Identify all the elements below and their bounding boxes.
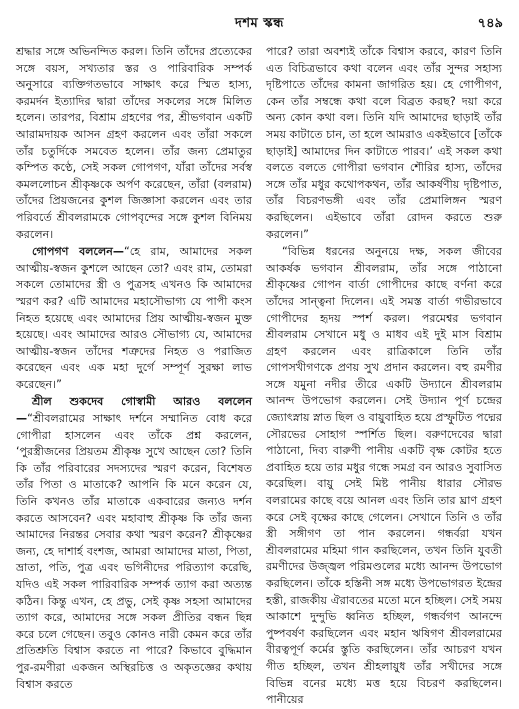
paragraph-body: “হে রাম, আমাদের সকল আত্মীয়-স্বজন কুশলে আছেন তো? এবং রাম, তোমরা সকলে তোমাদের স্ত্রী ও পুত্রসহ এখনও কি আমাদের স্মরণ কর? এটি আমাদের মহাসৌভাগ্য যে পাপী কংস নিহত হয়েছে এবং আমাদের প্রিয় আত্মীয়-স্বজন মুক্ত হয়েছে। এবং আমাদের আরও সৌভাগ্য যে, আমাদের আত্মীয়-স্বজন তাঁদের শত্রুদের নিহত ও পরাজিত করেছেন এবং এক মহা দুর্গে সম্পূর্ণ সুরক্ষা লাভ করেছেন।” [16,245,252,391]
paragraph: পারে? তারা অবশ্যই তাঁকে বিশ্বাস করবে, কারণ তিনি এত বিচিত্রভাবে কথা বলেন এবং তাঁর সুন্দর সহাস্য দৃষ্টিপাতে তাঁদের কামনা জাগরিত হয়। হে গোপীগণ, কেন তাঁর সম্বন্ধে কথা বলে বিব্রত করছ? দয়া করে অন্য কোন কথা বল। তিনি যদি আমাদের ছাড়াই তাঁর সময় কাটাতে চান, তা হলে আমরাও একইভাবে [তাঁকে ছাড়াই] আমাদের দিন কাটাতে পারব।’ এই সকল কথা বলতে বলতে গোপীরা ভগবান শৌরির হাস্য, তাঁদের সঙ্গে তাঁর মধুর কথোপকথন, তাঁর আকর্ষণীয় দৃষ্টিপাত, তাঁর বিচরণভঙ্গী এবং তাঁর প্রেমালিঙ্গন স্মরণ করছিলেন। এইভাবে তাঁরা রোদন করতে শুরু করলেন।” [266,45,502,241]
chapter-title: দশম স্কন্ধ [235,16,284,31]
paragraph: “বিভিন্ন ধরনের অনুনয়ে দক্ষ, সকল জীবের আকর্ষক ভগবান শ্রীবলরাম, তাঁর সঙ্গে পাঠানো শ্রীকৃষ্ণের গোপন বার্তা গোপীদের কাছে বর্ণনা করে তাঁদের সান্ত্বনা দিলেন। এই সমস্ত বার্তা গভীরভাবে গোপীদের হৃদয় স্পর্শ করল। পরমেশ্বর ভগবান শ্রীবলরাম সেখানে মধু ও মাধব এই দুই মাস বিশ্রাম গ্রহণ করলেন এবং রাত্রিকালে তিনি তাঁর গোপসখীগণকে প্রণয় সুখ প্রদান করলেন। বহু রমণীর সঙ্গে যমুনা নদীর তীরে একটি উদ্যানে শ্রীবলরাম আনন্দ উপভোগ করলেন। সেই উদ্যান পূর্ণ চন্দ্রের জ্যোৎস্নায় স্নাত ছিল ও বায়ুবাহিত হয়ে প্রস্ফুটিত পদ্মের সৌরভের সোহাগ স্পর্শিত ছিল। বরুণদেবের দ্বারা পাঠানো, দিব্য বারুণী পানীয় একটি বৃক্ষ কোটর হতে প্রবাহিত হয়ে তার মধুর গন্ধে সমগ্র বন আরও সুবাসিত করেছিল। বায়ু সেই মিষ্ট পানীয় ধারার সৌরভ বলরামের কাছে বয়ে আনল এবং তিনি তার ঘ্রাণ গ্রহণ করে সেই বৃক্ষের কাছে গেলেন। সেখানে তিনি ও তাঁর স্ত্রী সঙ্গীগণ তা পান করলেন। গন্ধর্বরা যখন শ্রীবলরামের মহিমা গান করছিলেন, তখন তিনি যুবতী রমণীদের উজ্জ্বল পরিমণ্ডলের মধ্যে আনন্দ উপভোগ করছিলেন। তাঁকে হস্তিনী সঙ্গ মধ্যে উপভোগরত ইন্দ্রের হস্তী, রাজকীয় ঐরাবতের মতো মনে হচ্ছিল। সেই সময় আকাশে দুন্দুভি ধ্বনিত হচ্ছিল, গন্ধর্বগণ আনন্দে পুষ্পবর্ষণ করছিলেন এবং মহান ঋষিগণ শ্রীবলরামের বীরত্বপূর্ণ কর্মের স্তুতি করছিলেন। তাঁর আচরণ যখন গীত হচ্ছিল, তখন শ্রীহলায়ুধ তাঁর সখীদের সঙ্গে বিভিন্ন বনের মধ্যে মত্ত হয়ে বিচরণ করছিলেন। পানীয়ের [266,245,502,707]
left-column [16,44,252,699]
speaker-label: গোপগণ বললেন— [32,245,124,259]
right-column [266,44,502,707]
paragraph [16,394,252,693]
page-number: ৭৪৯ [477,16,503,31]
speaker-label: শ্রীল শুকদেব গোস্বামী আরও বললেন— [16,395,252,426]
paragraph: শ্রদ্ধার সঙ্গে অভিনন্দিত করল। তিনি তাঁদের প্রত্যেকের সঙ্গে বয়স, সখ্যতার স্তর ও পারিবারিক সম্পর্ক অনুসারে ব্যক্তিগতভাবে সাক্ষাৎ করে স্মিত হাস্য, করমর্দন ইত্যাদির দ্বারা তাঁদের সকলের সঙ্গে মিলিত হলেন। তারপর, বিশ্রাম গ্রহণের পর, শ্রীভগবান একটি আরামদায়ক আসন গ্রহণ করলেন এবং তাঁরা সকলে তাঁর চতুর্দিকে সমবেত হলেন। তাঁর জন্য প্রেমাতুর কম্পিত কণ্ঠে, সেই সকল গোপগণ, যাঁরা তাঁদের সর্বস্ব কমললোচন শ্রীকৃষ্ণকে অর্পণ করেছেন, তাঁরা (বলরাম) তাঁদের প্রিয়জনের কুশল জিজ্ঞাসা করলেন এবং তার পরিবর্তে শ্রীবলরামকে গোপবৃন্দের সঙ্গে কুশল বিনিময় করলেন। [16,45,252,241]
paragraph-body: “শ্রীবলরামের সাক্ষাৎ দর্শনে সম্মানিত বোধ করে গোপীরা হাসলেন এবং তাঁকে প্রশ্ন করলেন, ‘পুরস্ত্রীজনের প্রিয়তম শ্রীকৃষ্ণ সুখে আছেন তো? তিনি কি তাঁর পরিবারের সদস্যদের স্মরণ করেন, বিশেষত তাঁর পিতা ও মাতাকে? আপনি কি মনে করেন যে, তিনি কখনও তাঁর মাতাকে একবারের জন্যও দর্শন করতে আসবেন? এবং মহাবাহু শ্রীকৃষ্ণ কি তাঁর জন্য আমাদের নিরন্তর সেবার কথা স্মরণ করেন? শ্রীকৃষ্ণের জন্য, হে দাশার্হ বংশজ, আমরা আমাদের মাতা, পিতা, ভ্রাতা, পতি, পুত্র এবং ভগিনীদের পরিত্যাগ করেছি, যদিও এই সকল পারিবারিক সম্পর্ক ত্যাগ করা অত্যন্ত কঠিন। কিন্তু এখন, হে প্রভু, সেই কৃষ্ণ সহসা আমাদের ত্যাগ করে, আমাদের সঙ্গে সকল প্রীতির বন্ধন ছিন্ন করে চলে গেছেন। তবুও কোনও নারী কেমন করে তাঁর প্রতিশ্রুতি বিশ্বাস করতে না পারে? কিভাবে বুদ্ধিমান পুর-রমণীরা একজন অস্থিরচিত্ত ও অকৃতজ্ঞের কথায় বিশ্বাস করতে [16,412,252,691]
paragraph [16,244,252,393]
page-header [12,14,507,36]
